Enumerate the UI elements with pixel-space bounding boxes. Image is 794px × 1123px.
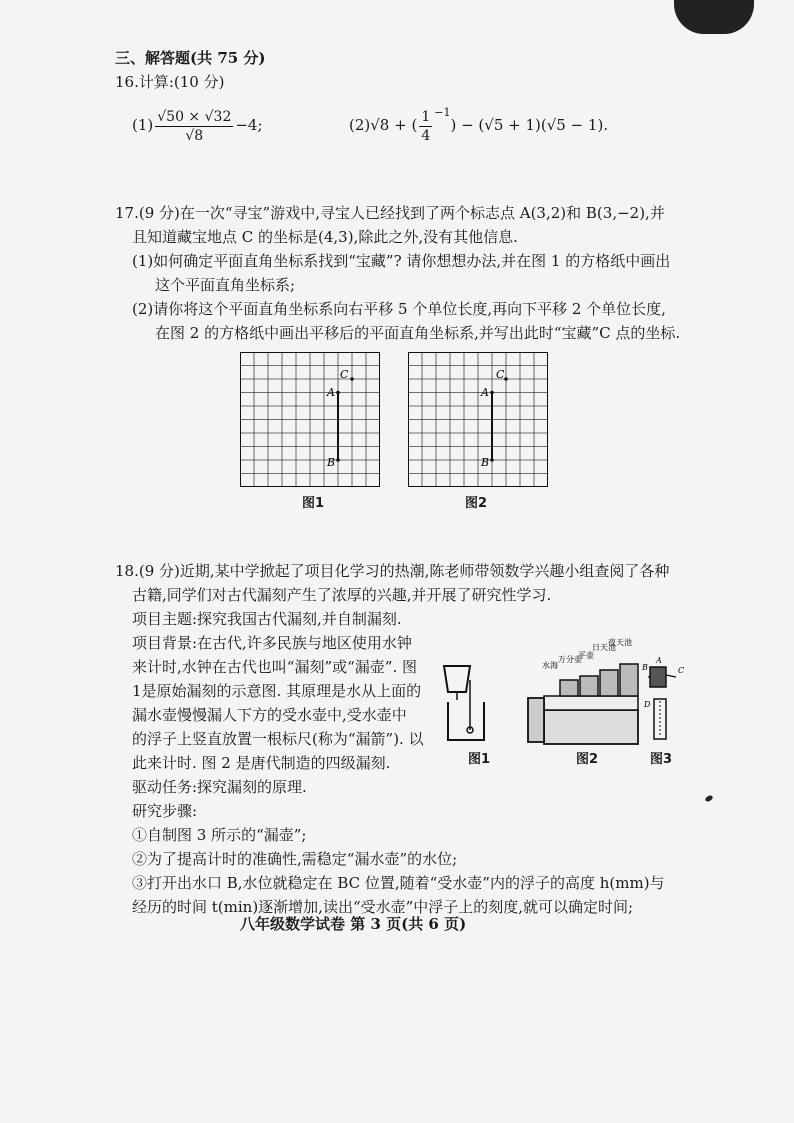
fig2-label-4: 夜天池 bbox=[608, 638, 632, 647]
point-c bbox=[350, 377, 354, 381]
base-platform bbox=[544, 710, 638, 744]
q18-line10: 驱动任务:探究漏刻的原理. bbox=[132, 778, 307, 796]
vessel-4 bbox=[560, 680, 578, 696]
q18-line12: ①自制图 3 所示的“漏壶”; bbox=[132, 826, 307, 844]
q18-line7: 漏水壶慢慢漏人下方的受水壶中,受水壶中 bbox=[132, 706, 407, 724]
q17-figure-2-caption: 图2 bbox=[465, 496, 488, 511]
q18-figure-2-caption: 图2 bbox=[576, 752, 599, 767]
q17-line3: (1)如何确定平面直角坐标系找到“宝藏”? 请你想想办法,并在图 1 的方格纸中画出 bbox=[132, 252, 671, 270]
q16-part2-prefix: (2)√8 + ( bbox=[349, 116, 418, 134]
label-c: C bbox=[496, 368, 505, 381]
lower-vessel bbox=[448, 702, 484, 740]
q16-part1-numerator: √50 × √32 bbox=[157, 108, 232, 125]
q18-figure-3-caption: 图3 bbox=[650, 752, 673, 767]
q16-part2-fraction bbox=[419, 108, 432, 145]
fig3-label-c: C bbox=[678, 666, 685, 675]
q17-line2: 且知道藏宝地点 C 的坐标是(4,3),除此之外,没有其他信息. bbox=[132, 228, 518, 246]
q18-line2: 古籍,同学们对古代漏刻产生了浓厚的兴趣,并开展了研究性学习. bbox=[132, 586, 552, 604]
point-a bbox=[490, 391, 494, 395]
q16-part1 bbox=[132, 100, 263, 150]
label-b: B bbox=[327, 456, 336, 469]
q18-figure-1-caption: 图1 bbox=[468, 752, 491, 767]
q18-line15: 经历的时间 t(min)逐渐增加,读出“受水壶”中浮子上的刻度,就可以确定时间; bbox=[132, 898, 634, 916]
q17-line6: 在图 2 的方格纸中画出平移后的平面直角坐标系,并写出此时“宝藏”C 点的坐标. bbox=[155, 324, 681, 342]
fig3-label-d: D bbox=[644, 700, 651, 709]
q17-line4: 这个平面直角坐标系; bbox=[155, 276, 296, 294]
receiving-vessel bbox=[528, 698, 544, 742]
fig2-label-1: 万分壶 bbox=[558, 655, 582, 664]
q17-figure-1-caption: 图1 bbox=[302, 496, 325, 511]
q16-label: 16.计算:(10 分) bbox=[115, 73, 225, 91]
fig2-label-0: 水海 bbox=[542, 661, 558, 670]
q17-grid-figure-2 bbox=[408, 352, 548, 487]
upper-platform bbox=[544, 696, 638, 710]
q18-figure-1-clepsydra bbox=[440, 660, 500, 745]
q18-line14: ③打开出水口 B,水位就稳定在 BC 位置,随着“受水壶”内的浮子的高度 h(mm)与 bbox=[132, 874, 665, 892]
label-b: B bbox=[481, 456, 490, 469]
q18-line8: 的浮子上竖直放置一根标尺(称为“漏箭”). 以 bbox=[132, 730, 424, 748]
q18-figure-3-homemade-clepsydra bbox=[640, 655, 690, 745]
label-a: A bbox=[327, 386, 335, 399]
section-heading: 三、解答题(共 75 分) bbox=[115, 49, 266, 67]
q16-part1-fraction bbox=[155, 108, 233, 145]
page-corner-tab bbox=[674, 0, 754, 34]
grid-lines bbox=[408, 352, 548, 487]
q18-line9: 此来计时. 图 2 是唐代制造的四级漏刻. bbox=[132, 754, 391, 772]
q18-figure-2-four-level-clepsydra bbox=[520, 638, 640, 748]
q17-grid-figure-1 bbox=[240, 352, 380, 487]
q18-line4: 项目背景:在古代,许多民族与地区使用水钟 bbox=[132, 634, 412, 652]
vessel-3 bbox=[580, 676, 598, 696]
overflow-c bbox=[666, 675, 676, 677]
point-b bbox=[490, 458, 494, 462]
q16-part2-suffix: ) − (√5 + 1)(√5 − 1). bbox=[450, 116, 609, 134]
q16-part1-suffix: −4; bbox=[235, 116, 263, 134]
q16-part2-denominator: 4 bbox=[421, 127, 431, 144]
leaking-vessel bbox=[650, 667, 666, 687]
q16-part2-numerator: 1 bbox=[421, 108, 431, 125]
q18-line13: ②为了提高计时的准确性,需稳定“漏水壶”的水位; bbox=[132, 850, 458, 868]
q18-line6: 1是原始漏刻的示意图. 其原理是水从上面的 bbox=[132, 682, 422, 700]
q17-line1: 17.(9 分)在一次“寻宝”游戏中,寻宝人已经找到了两个标志点 A(3,2)和 B(3,−2),并 bbox=[115, 204, 665, 222]
q16-part2-exponent: −1 bbox=[434, 106, 451, 119]
fig3-label-a: A bbox=[656, 656, 662, 665]
point-b bbox=[336, 458, 340, 462]
point-a bbox=[336, 391, 340, 395]
q18-line5: 来计时,水钟在古代也叫“漏刻”或“漏壶”. 图 bbox=[132, 658, 417, 676]
vessel-1 bbox=[620, 664, 638, 696]
upper-vessel bbox=[444, 666, 470, 692]
vessel-2 bbox=[600, 670, 618, 696]
page-footer: 八年级数学试卷 第 3 页(共 6 页) bbox=[240, 915, 467, 933]
q18-line1: 18.(9 分)近期,某中学掀起了项目化学习的热潮,陈老师带领数学兴趣小组查阅了各种 bbox=[115, 562, 670, 580]
fig3-label-b: B bbox=[642, 663, 648, 672]
label-a: A bbox=[481, 386, 489, 399]
q18-line11: 研究步骤: bbox=[132, 802, 198, 820]
ink-smudge bbox=[704, 794, 713, 802]
point-c bbox=[504, 377, 508, 381]
q16-part1-denominator: √8 bbox=[185, 127, 204, 144]
q16-part1-prefix: (1) bbox=[132, 116, 154, 134]
q18-line3: 项目主题:探究我国古代漏刻,并自制漏刻. bbox=[132, 610, 402, 628]
fig2-label-3: 日天池 bbox=[592, 643, 616, 652]
fig2-label-2: 平壶 bbox=[578, 651, 594, 660]
q17-line5: (2)请你将这个平面直角坐标系向右平移 5 个单位长度,再向下平移 2 个单位长度, bbox=[132, 300, 666, 318]
label-c: C bbox=[340, 368, 349, 381]
q16-part2 bbox=[349, 100, 608, 150]
grid-lines bbox=[240, 352, 380, 487]
